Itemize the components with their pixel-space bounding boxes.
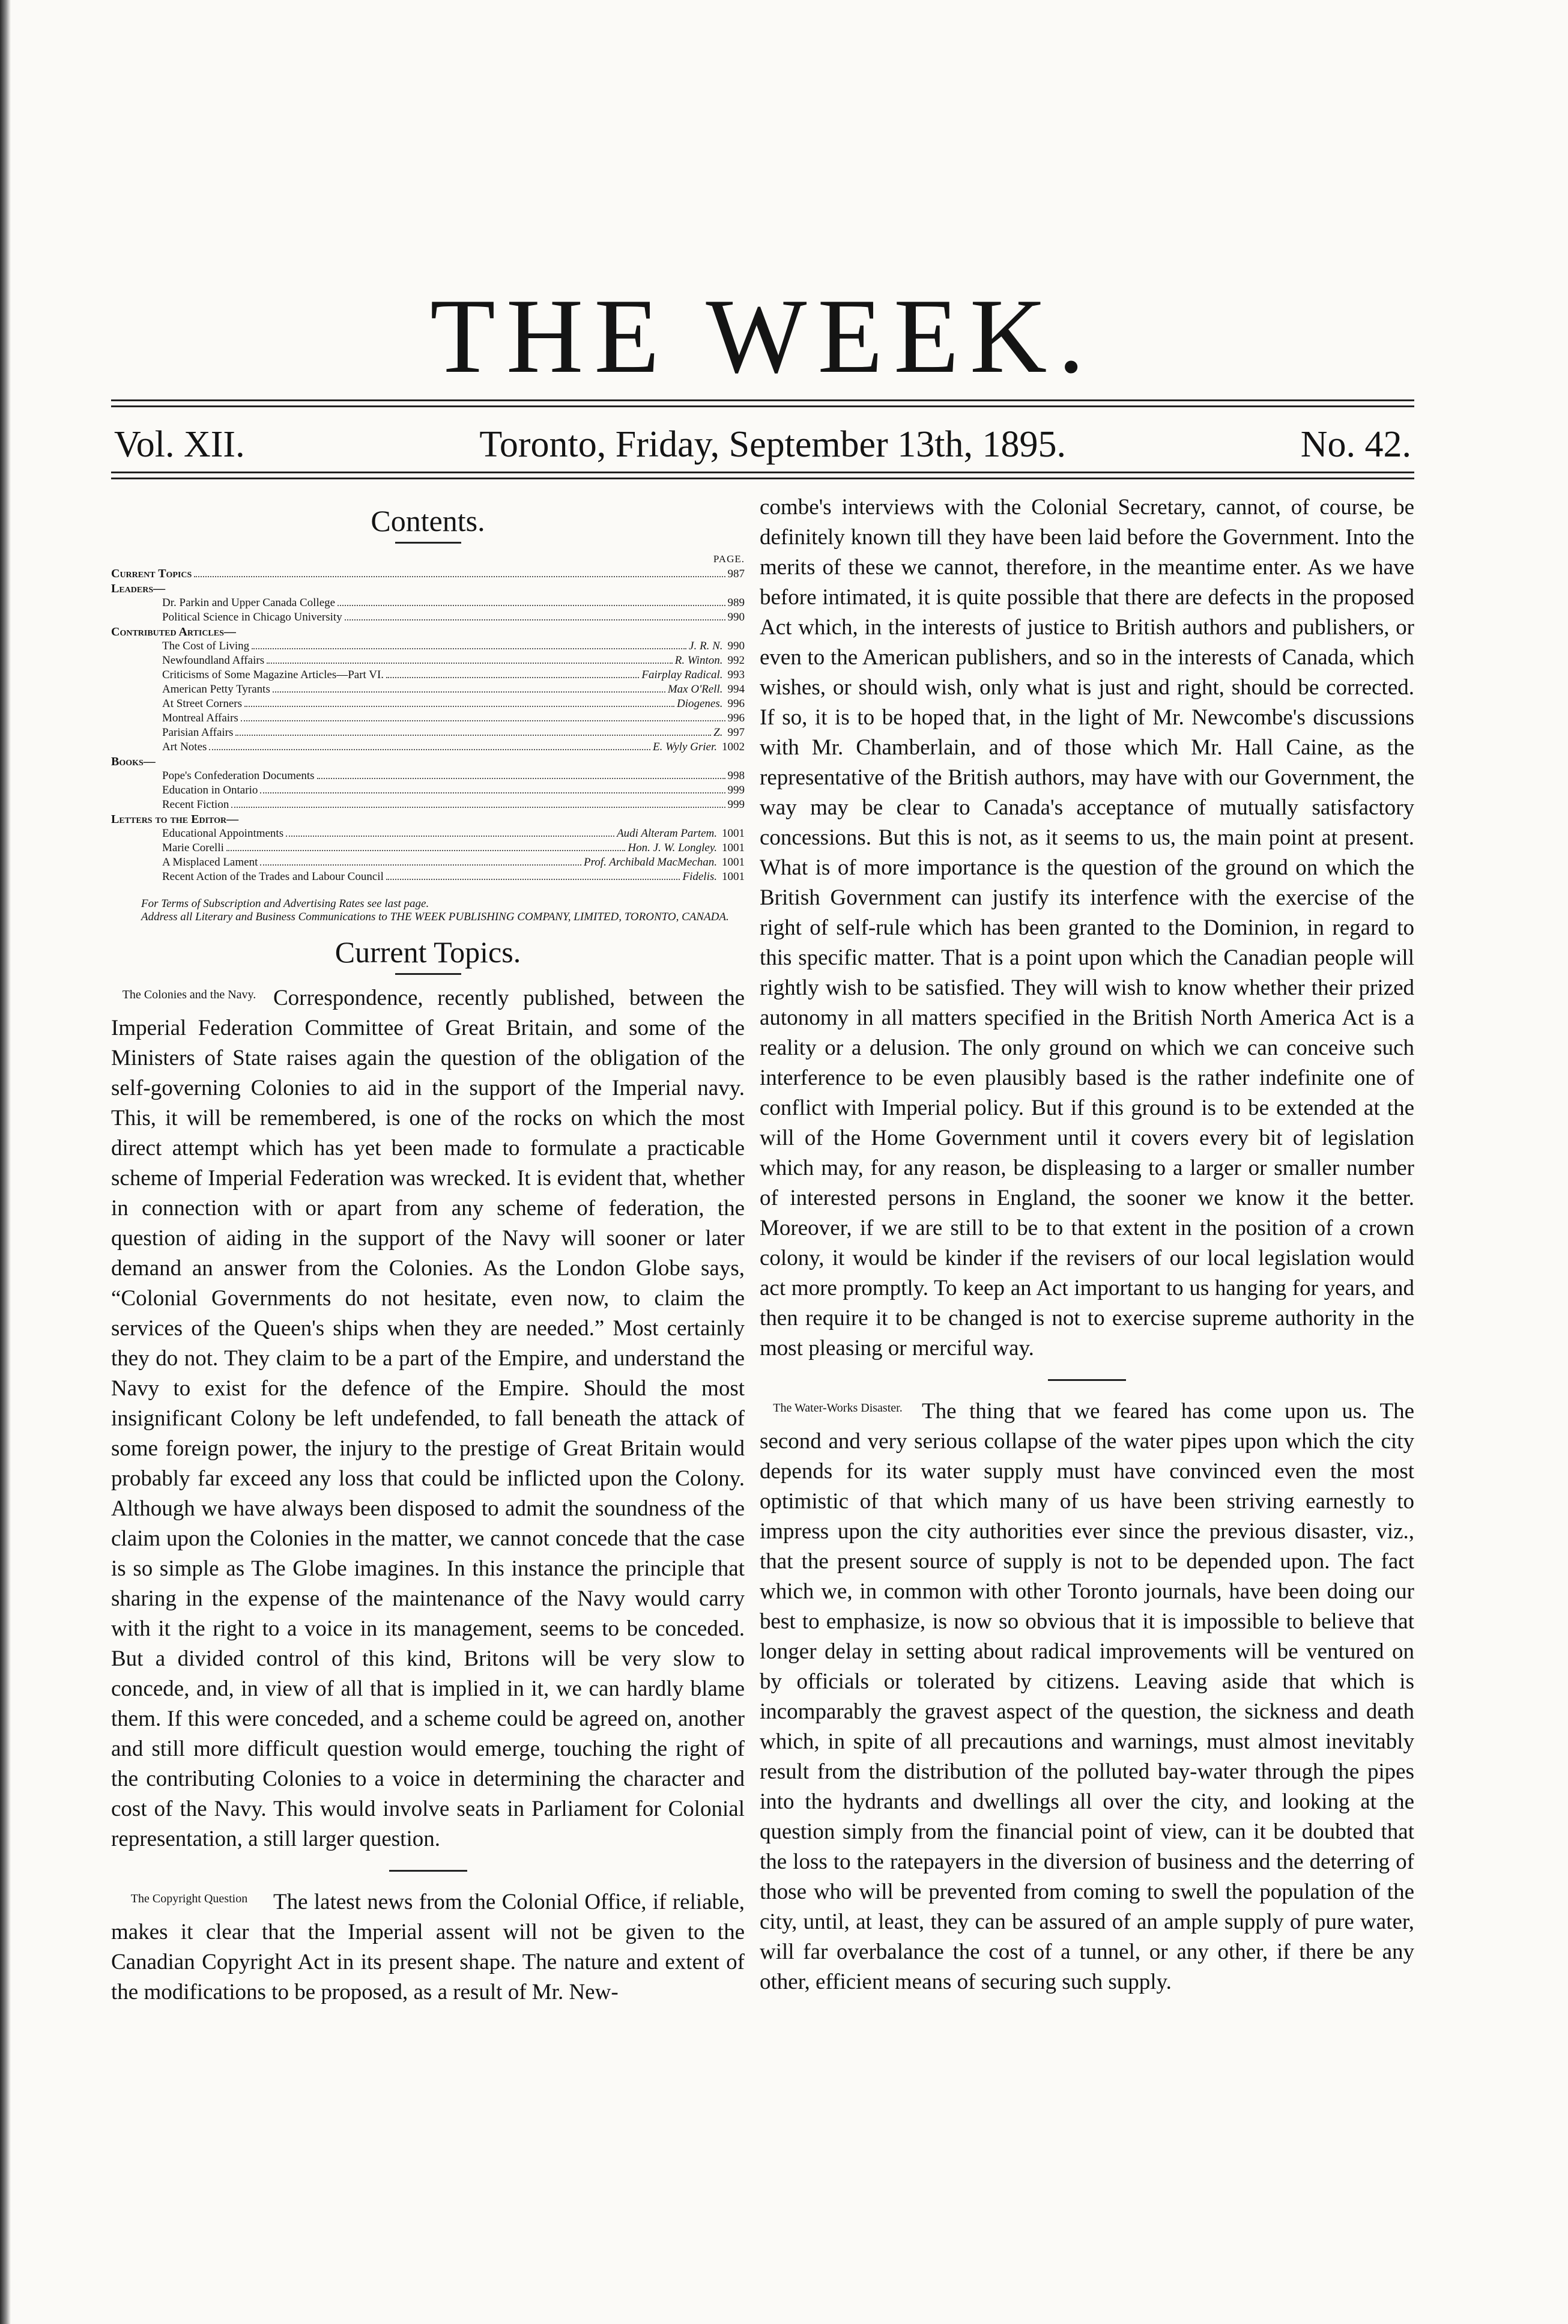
toc-item-title: Educational Appointments <box>162 827 284 840</box>
toc-item-author: Z. <box>713 726 723 739</box>
left-column <box>111 493 745 2007</box>
toc-section <box>111 812 745 827</box>
toc-leader <box>252 648 686 649</box>
article-colonies-navy <box>111 983 745 1854</box>
toc-item <box>111 783 745 798</box>
toc-item-title: A Misplaced Lament <box>162 856 258 869</box>
toc-leader <box>231 807 725 808</box>
toc-page-number: 1001 <box>722 842 745 854</box>
toc-item-author: E. Wyly Grier. <box>653 741 717 753</box>
toc-item-title: Montreal Affairs <box>162 712 238 724</box>
masthead-rule-top <box>111 399 1414 401</box>
toc-item-title: Newfoundland Affairs <box>162 654 265 667</box>
current-topics-heading: Current Topics. <box>334 935 521 969</box>
article-side-title: The Copyright Question <box>130 1892 248 1905</box>
toc-item <box>111 740 745 754</box>
toc-leader <box>194 576 725 577</box>
toc-leader <box>226 850 625 851</box>
address-note: Address all Literary and Business Communications to THE WEEK PUBLISHING COMPANY, LIMITED, TORONTO, CANADA. <box>141 911 729 923</box>
toc-item-title: Dr. Parkin and Upper Canada College <box>162 596 336 609</box>
toc-item <box>111 855 745 870</box>
toc-leader <box>338 605 725 606</box>
toc-item <box>111 870 745 884</box>
toc-item-title: Pope's Confederation Documents <box>162 769 315 782</box>
toc-page-number: 994 <box>727 683 745 696</box>
toc-leader <box>317 778 725 779</box>
toc-item <box>111 711 745 726</box>
toc-section-label: Letters to the Editor— <box>111 813 239 826</box>
toc-page-number: 992 <box>727 654 745 667</box>
toc-item <box>111 798 745 812</box>
toc-leader <box>286 836 614 837</box>
toc-section-label: Books— <box>111 755 156 768</box>
toc-leader <box>260 792 725 793</box>
toc-leader <box>235 735 711 736</box>
toc-item-title: The Cost of Living <box>162 640 250 652</box>
toc-item <box>111 610 745 625</box>
toc-item <box>111 682 745 697</box>
toc-page-number: 1001 <box>722 827 745 840</box>
toc-leader <box>244 706 674 707</box>
toc-item <box>111 697 745 711</box>
toc-page-number: 996 <box>727 712 745 724</box>
issue-number: No. 42. <box>1300 424 1411 465</box>
toc-leader <box>386 677 639 678</box>
contents-table <box>111 552 745 884</box>
toc-item <box>111 639 745 654</box>
toc-page-number: 1002 <box>722 741 745 753</box>
toc-section-label: Leaders— <box>111 582 166 595</box>
toc-item-author: Max O'Rell. <box>667 683 723 696</box>
toc-item-title: Education in Ontario <box>162 784 258 796</box>
toc-page-number: 998 <box>727 769 745 782</box>
toc-item-title: Recent Action of the Trades and Labour Council <box>162 870 384 883</box>
article-body: The latest news from the Colonial Office, if reliable, makes it clear that the Imperial assent will not be given to the Canadian Copyright Act in its present shape. The nature and extent of the modifications to be proposed, as a result of Mr. New- <box>111 1890 745 2004</box>
current-topics-rule <box>395 973 461 975</box>
toc-page-number: 1001 <box>722 856 745 869</box>
toc-section-label: Current Topics <box>111 567 192 580</box>
toc-item <box>111 654 745 668</box>
terms-note: For Terms of Subscription and Advertising Rates see last page. <box>141 897 429 910</box>
toc-page-number: 997 <box>727 726 745 739</box>
toc-leader <box>209 749 650 750</box>
toc-leader <box>345 619 725 620</box>
toc-section <box>111 566 745 581</box>
toc-item-title: Recent Fiction <box>162 798 229 811</box>
toc-item <box>111 668 745 682</box>
toc-page-number: 987 <box>727 568 745 580</box>
toc-page-number: 993 <box>727 669 745 681</box>
toc-item-author: Hon. J. W. Longley. <box>628 842 717 854</box>
toc-item-author: J. R. N. <box>689 640 723 652</box>
toc-section-label: Contributed Articles— <box>111 625 236 639</box>
subscription-note <box>141 897 745 924</box>
toc-page-number: 990 <box>727 611 745 623</box>
toc-item <box>111 726 745 740</box>
volume-number: Vol. XII. <box>114 424 245 465</box>
toc-item-title: Art Notes <box>162 741 207 753</box>
toc-item-author: Prof. Archibald MacMechan. <box>584 856 717 869</box>
toc-item-title: Marie Corelli <box>162 842 224 854</box>
article-side-title: The Water-Works Disaster. <box>773 1401 903 1415</box>
toc-leader <box>273 691 665 693</box>
contents-heading: Contents. <box>371 504 485 538</box>
article-body: Correspondence, recently published, between the Imperial Federation Committee of Great Britain, and some of the Ministers of State raises again the question of the obligation of the self-governing Colonies to aid in the support of the Imperial navy. This, it will be remembered, is one of the rocks on which the most direct attempt which has yet been made to formulate a practicable scheme of Imperial Federation was wrecked. It is evident that, whether in connection with or apart from any scheme of federation, the question of aiding in the support of the Navy will sooner or later demand an answer from the Colonies. As the London Globe says, “Colonial Governments do not hesitate, even now, to claim the services of the Queen's ships when they are needed.” Most certainly they do not. They claim to be a part of the Empire, and understand the Navy to exist for the defence of the Empire. Should the most insignificant Colony be left undefended, to fall beneath the attack of some foreign power, the injury to the prestige of Great Britain would probably far exceed any loss that could be inflicted upon the Colony. Although we have always been disposed to admit the soundness of the claim upon the Colonies in the matter, we cannot concede that the case is so simple as The Globe imagines. In this instance the principle that sharing in the expense of the maintenance of the Navy would carry with it the right to a voice in its management, seems to be conceded. But a divided control of this kind, Britons will be very slow to concede, and, in view of all that is implied in it, we can hardly blame them. If this were conceded, and a scheme could be agreed on, another and still more difficult question would emerge, touching the right of the contributing Colonies to a voice in determining the character and cost of the Navy. This would involve seats in Parliament for Colonial representation, a still larger question. <box>111 986 745 1851</box>
article-side-title: The Colonies and the Navy. <box>122 988 256 1001</box>
toc-item <box>111 596 745 610</box>
toc-item <box>111 827 745 841</box>
masthead-rule-top-2 <box>111 405 1414 407</box>
toc-item <box>111 841 745 855</box>
toc-item-title: At Street Corners <box>162 697 242 710</box>
masthead-rule-bottom-2 <box>111 478 1414 479</box>
toc-leader <box>386 879 680 880</box>
article-continuation: combe's interviews with the Colonial Secretary, cannot, of course, be definitely known till they have been laid before the Government. Into the merits of these we cannot, therefore, in the meantime enter. As we have before intimated, it is quite possible that there are defects in the proposed Act which, in the interests of justice to British authors and publishers, or even to the American publishers, and so in the interests of Canada, which wishes, or should wish, only what is just and right, should be corrected. If so, it is to be hoped that, in the light of Mr. Newcombe's discussions with Mr. Chamberlain, and of those which Mr. Hall Caine, as the representative of the British authors, may have with our Government, the way may be clear to Canada's acceptance of mutually satisfactory concessions. But this is not, as it seems to us, the main point at present. What is of more importance is the question of the ground on which the British Government can justify its interfence with the exercise of the right of self-rule which has been granted to the Dominion, in regard to this specific matter. That is a point upon which the Canadian people will rightly wish to be satisfied. They will wish to know whether their prized autonomy in all matters specified in the British North America Act is a reality or a delusion. The only ground on which we can conceive such interference to be even plausibly based is the rather indefinite one of conflict with Imperial policy. But if this ground is to be extended at the will of the Home Government until it covers every bit of legislation which may, for any reason, be displeasing to a larger or smaller number of interested persons in England, the sooner we know it the better. Moreover, if we are still to be to that extent in the position of a crown colony, it would be kinder if the revisers of our local legislation would act more promptly. To keep an Act important to us hanging for years, and then require it to be changed is not to exercise supreme authority in the most pleasing or merciful way. <box>760 495 1414 1361</box>
toc-item-author: Audi Alteram Partem. <box>617 827 717 840</box>
page-edge-shadow <box>0 0 11 2324</box>
dateline: Toronto, Friday, September 13th, 1895. <box>479 424 1066 465</box>
toc-item-author: Fairplay Radical. <box>641 669 723 681</box>
toc-item-author: Diogenes. <box>676 697 723 710</box>
toc-page-number: 996 <box>727 697 745 710</box>
toc-page-number: 990 <box>727 640 745 652</box>
contents-page-label: PAGE. <box>713 553 745 565</box>
toc-section <box>111 625 745 639</box>
toc-item-title: Criticisms of Some Magazine Articles—Part VI. <box>162 669 384 681</box>
toc-page-number: 989 <box>727 596 745 609</box>
toc-section <box>111 581 745 596</box>
masthead-rule-bottom <box>111 472 1414 473</box>
issue-line <box>114 423 1411 466</box>
toc-section <box>111 754 745 769</box>
toc-leader <box>267 663 673 664</box>
toc-page-number: 999 <box>727 784 745 796</box>
article-separator <box>1048 1379 1126 1381</box>
toc-item-author: R. Winton. <box>674 654 723 667</box>
toc-item-title: Parisian Affairs <box>162 726 234 739</box>
masthead-title: THE WEEK. <box>430 276 1095 395</box>
toc-item <box>111 769 745 783</box>
toc-leader <box>260 864 581 866</box>
toc-leader <box>241 720 725 721</box>
article-water-works-disaster <box>760 1397 1414 1997</box>
right-column <box>760 493 1414 1997</box>
article-body: The thing that we feared has come upon us. The second and very serious collapse of the water pipes upon which the city depends for its water supply must have convinced even the most optimistic of that which many of us have been striving earnestly to impress upon the city authorities ever since the previous disaster, viz., that the present source of supply is not to be depended upon. The fact which we, in common with other Toronto journals, have been doing our best to emphasize, is now so obvious that it is impossible to believe that longer delay in setting about radical improvements will be ventured on by officials or tolerated by citizens. Leaving aside that which is incomparably the gravest aspect of the question, the sickness and death which, in spite of all precautions and warnings, must almost inevitably result from the distribution of the polluted bay-water through the pipes into the hydrants and dwellings all over the city, and looking at the question simply from the financial point of view, can it be doubted that the loss to the ratepayers in the diversion of business and the deterring of those who will be prevented from coming to swell the population of the city, until, at least, they can be assured of an ample supply of pure water, will far overbalance the cost of a tunnel, or any other, if there be any other, efficient means of securing such supply. <box>760 1399 1414 1994</box>
toc-page-number: 1001 <box>722 870 745 883</box>
toc-item-author: Fidelis. <box>682 870 717 883</box>
toc-item-title: Political Science in Chicago University <box>162 611 342 623</box>
toc-item-title: American Petty Tyrants <box>162 683 270 696</box>
contents-rule <box>395 542 461 544</box>
article-copyright-question <box>111 1887 745 2007</box>
toc-page-number: 999 <box>727 798 745 811</box>
article-separator <box>389 1870 467 1872</box>
